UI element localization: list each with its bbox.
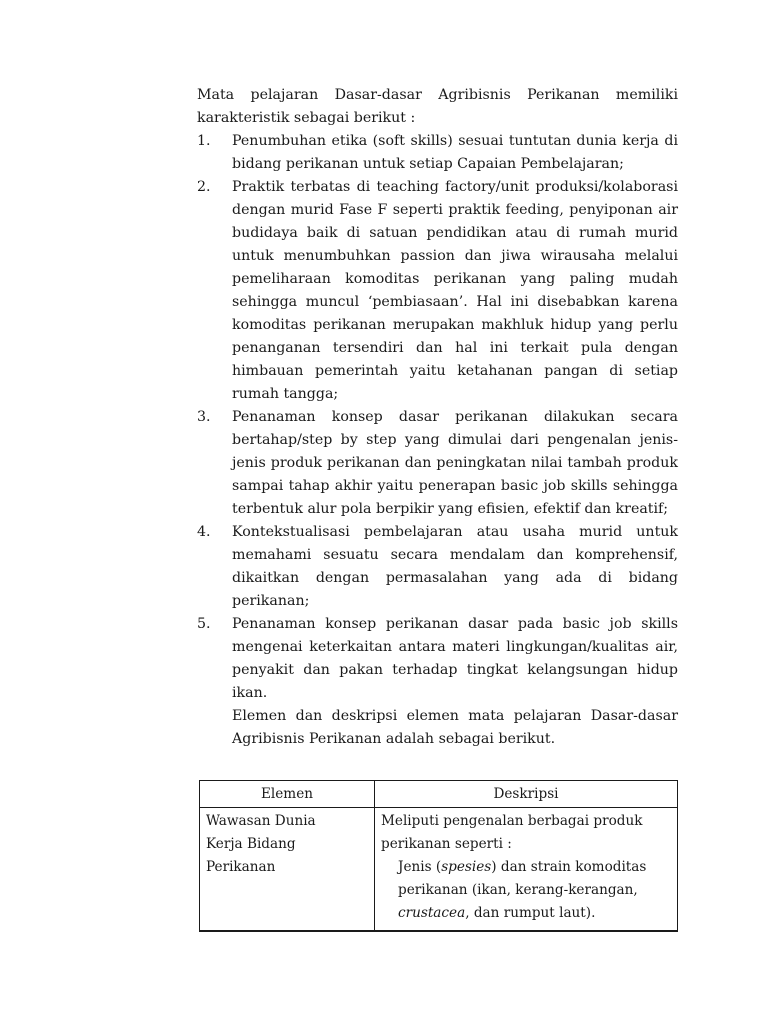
element-line: Perikanan xyxy=(206,859,276,875)
header-deskripsi: Deskripsi xyxy=(375,781,678,808)
element-line: Kerja Bidang xyxy=(206,836,296,852)
subitem-italic: spesies xyxy=(441,859,492,875)
subitem-italic: crustacea xyxy=(398,905,466,921)
list-number: 3. xyxy=(197,409,211,425)
closing-paragraph: Elemen dan deskripsi elemen mata pelajaran Dasar-dasar Agribisnis Perikanan adalah sebagai berikut. xyxy=(232,708,678,747)
list-text: Penanaman konsep perikanan dasar pada basic job skills mengenai keterkaitan antara materi lingkungan/kualitas air, penyakit dan pakan terhadap tingkat kelangsungan hidup ikan. xyxy=(232,616,678,701)
element-line: Wawasan Dunia xyxy=(206,813,316,829)
subitem-text: Jenis ( xyxy=(398,859,442,875)
description-cell xyxy=(375,808,678,932)
list-text: Praktik terbatas di teaching factory/unit produksi/kolaborasi dengan murid Fase F seperti praktik feeding, penyiponan air budidaya baik di satuan pendidikan atau di rumah murid untuk menumbuhkan passion dan jiwa wirausaha melalui pemeliharaan komoditas perikanan yang paling mudah sehingga muncul ‘pembiasaan’. Hal ini disebabkan karena komoditas perikanan merupakan makhluk hidup yang perlu penanganan tersendiri dan hal ini terkait pula dengan himbauan pemerintah yaitu ketahanan pangan di setiap rumah tangga; xyxy=(232,179,678,402)
list-number: 2. xyxy=(197,179,211,195)
list-item xyxy=(197,521,678,613)
table-header-row xyxy=(200,781,678,808)
description-line: Meliputi pengenalan berbagai produk xyxy=(381,813,643,829)
subitem-text: , dan rumput laut). xyxy=(465,905,596,921)
list-text: Kontekstualisasi pembelajaran atau usaha murid untuk memahami sesuatu secara mendalam dan komprehensif, dikaitkan dengan permasalahan yang ada di bidang perikanan; xyxy=(232,524,678,609)
table-row xyxy=(200,808,678,932)
element-cell xyxy=(200,808,375,932)
document-body xyxy=(197,84,678,751)
list-item xyxy=(197,406,678,521)
list-number: 5. xyxy=(197,616,211,632)
list-item xyxy=(197,613,678,705)
description-subitem xyxy=(381,856,677,879)
list-number: 4. xyxy=(197,524,211,540)
description-subitem xyxy=(381,902,677,925)
intro-paragraph: Mata pelajaran Dasar-dasar Agribisnis Perikanan memiliki karakteristik sebagai berikut : xyxy=(197,87,678,126)
description-line: perikanan seperti : xyxy=(381,836,512,852)
list-item xyxy=(197,130,678,176)
list-item xyxy=(197,176,678,406)
header-elemen: Elemen xyxy=(200,781,375,808)
list-text: Penumbuhan etika (soft skills) sesuai tuntutan dunia kerja di bidang perikanan untuk setiap Capaian Pembelajaran; xyxy=(232,133,678,172)
elements-table xyxy=(199,780,678,932)
list-text: Penanaman konsep dasar perikanan dilakukan secara bertahap/step by step yang dimulai dari pengenalan jenis-jenis produk perikanan dan peningkatan nilai tambah produk sampai tahap akhir yaitu penerapan basic job skills sehingga terbentuk alur pola berpikir yang efisien, efektif dan kreatif; xyxy=(232,409,678,517)
description-subitem: perikanan (ikan, kerang-kerangan, xyxy=(398,882,638,898)
subitem-text: ) dan strain komoditas xyxy=(491,859,647,875)
list-number: 1. xyxy=(197,133,211,149)
characteristics-list xyxy=(197,130,678,705)
